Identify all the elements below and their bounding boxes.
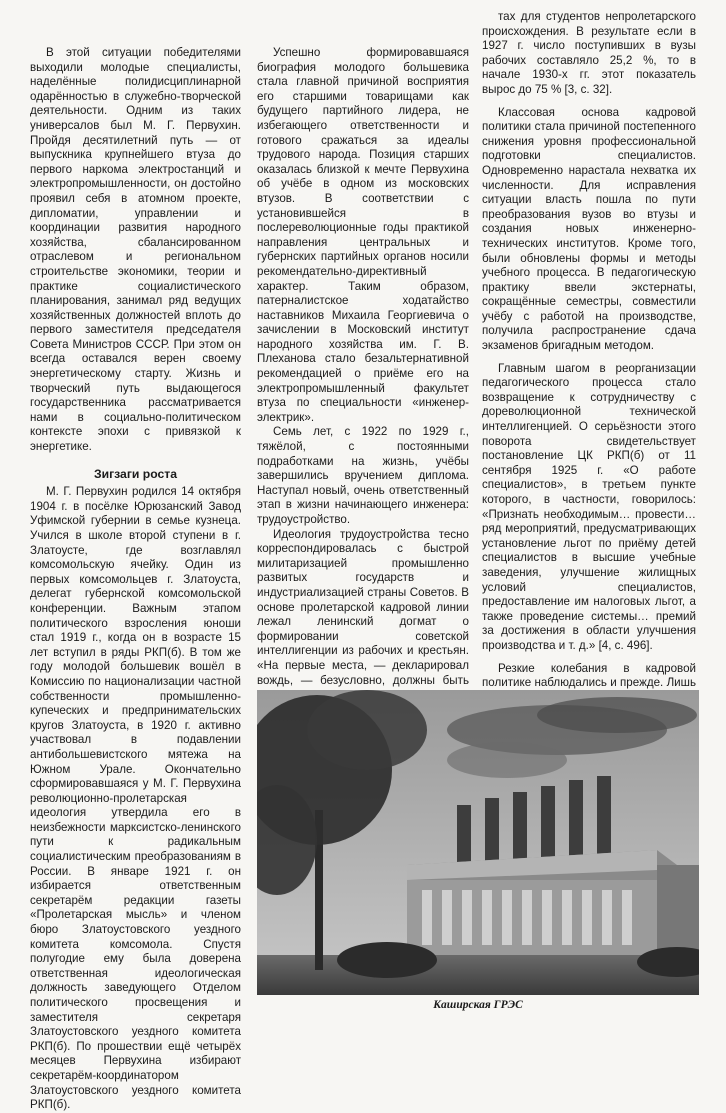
photo-illustration (257, 690, 699, 995)
text-column-3 (482, 10, 696, 720)
paragraph: Резкие колебания в кадровой политике наблюдались и прежде. Лишь (482, 661, 696, 690)
paragraph: Идеология трудоустройства тесно корреспондировалась с быстрой милитаризацией промышленно развитых государств и индустриализацией страны Советов. В основе пролетарской кадровой линии лежал ленинский догмат о формировании советской интеллигенции из рабочих и крестьян. «На первые места, — декларировал вождь, — безусловно, должны быть (257, 527, 469, 687)
spacer (482, 654, 696, 662)
figure-caption: Каширская ГРЭС (433, 999, 523, 1011)
text-column-2 (257, 46, 469, 776)
paragraph: Успешно формировавшаяся биография молодого большевика стала главной причиной восприятия его старшими товарищами как будущего партийного лидера, не избегающего ответственности и готового сражаться за идеалы трудового народа. Позиция старших оказалась близкой к мечте Первухина об учёбе в одном из московских втузов. В соответствии с установившейся в послереволюционные годы практикой направления центральных и губернских партийных органов носили рекомендательно-директивный характер. Таким образом, патерналистское ходатайство наставников Михаила Георгиевича о зачислении в Московский институт народного хозяйства им. Г. В. Плеханова стало безальтернативной рекомендацией о приёме его на электропромышленный факультет втуза по специальности «инженер-электрик». (257, 46, 469, 424)
paragraph: Семь лет, с 1922 по 1929 г., тяжёлой, с постоянными подработками на жизнь, учёбы завершились вручением диплома. Наступал новый, очень ответственный этап в жизни начинающего инженера: трудоустройство. (257, 425, 469, 526)
paragraph: Классовая основа кадровой политики стала причиной постепенного снижения уровня профессиональной подготовки специалистов. Одновременно нарастала нехватка их численности. Для исправления ситуации власть пошла по пути преобразования вузов во втузы и создания новых инженерно-технических институтов. Кроме того, были обновлены формы и методы учебного процесса. В педагогическую практику ввели экстернаты, сокращённые семестры, совместили учёбу с работой на производстве, получила распространение сдача экзаменов бригадным методом. (482, 105, 696, 353)
text-column-1 (30, 46, 241, 1113)
paragraph: тах для студентов непролетарского происхождения. В результате если в 1927 г. число поступивших в вузы рабочих составляло 25,2 %, то в начале 1930-х гг. этот показатель вырос до 75 % [3, с. 32]. (482, 10, 696, 96)
paragraph: Главным шагом в реорганизации педагогического процесса стало возвращение к сотрудничеству с дореволюционной технической интеллигенцией. О серьёзности этого поворота свидетельствует постановление ЦК РКП(б) от 11 сентября 1925 г. «О работе специалистов», в третьем пункте которого, в частности, говорилось: «Признать необходимым… провести… ряд мероприятий, предусматривающих установление льгот по приёму детей специалистов в высшие учебные заведения, улучшение жилищных условий специалистов, предоставление им налоговых льгот, а также проведение системы… премий за достижения в области улучшения производства и т. д.» [4, с. 496]. (482, 361, 696, 652)
historic-power-station-photo (257, 690, 699, 995)
spacer (482, 98, 696, 106)
paragraph: М. Г. Первухин родился 14 октября 1904 г. в посёлке Юрюзанский Завод Уфимской губернии в семье кузнеца. Учился в школе второй ступени в г. Златоусте, где возглавлял комсомольскую ячейку. Один из первых комсомольцев г. Златоуста, делегат губернской комсомольской конференции. Важным этапом политического взросления юноши стал 1919 г., когда он в возрасте 15 лет вступил в ряды РКП(б). В том же году молодой большевик вошёл в Комиссию по национализации частной собственности промышленно-купеческих и предпринимательских кругов Златоуста, в 1920 г. активно участвовал в подавлении антибольшевистского мятежа на Южном Урале. Окончательно сформировавшаяся у М. Г. Первухина революционно-пролетарская идеология утвердила его в неизбежности марксистско-ленинского пути к радикальным социалистическим преобразованиям в России. В январе 1921 г. он избирается ответственным секретарём редакции газеты «Пролетарская мысль» и членом бюро Златоустовского уездного комитета комсомола. Спустя полугодие ему была доверена ответственная идеологическая должность заведующего Отделом политического просвещения и заместителя секретаря Златоустовского уездного комитета РКП(б). По прошествии ещё четырёх месяцев Первухина избирают секретарём-координатором Златоустовского уездного комитета РКП(б). (30, 485, 241, 1112)
paragraph: В этой ситуации победителями выходили молодые специалисты, наделённые полидисциплинарной одарённостью в служебно-творческой деятельности. Одним из таких универсалов был М. Г. Первухин. Пройдя десятилетний путь — от выпускника крупнейшего втуза до первого наркома электростанций и электропромышленности, он достойно проявил себя в атомном проекте, дипломатии, управлении и координации развития народного хозяйства, сбалансированном отраслевом и региональном строительстве экономики, теории и практике социалистического планирования, занимал ряд ведущих хозяйственных должностей вплоть до первого заместителя председателя Совета Министров СССР. При этом он всегда оставался верен своему энергетическому старту. Жизнь и творческий путь выдающегося государственника рассматривается нами в социально-политическом контексте эпохи с привязкой к энергетике. (30, 46, 241, 454)
spacer (482, 354, 696, 362)
section-heading: Зигзаги роста (93, 466, 178, 481)
